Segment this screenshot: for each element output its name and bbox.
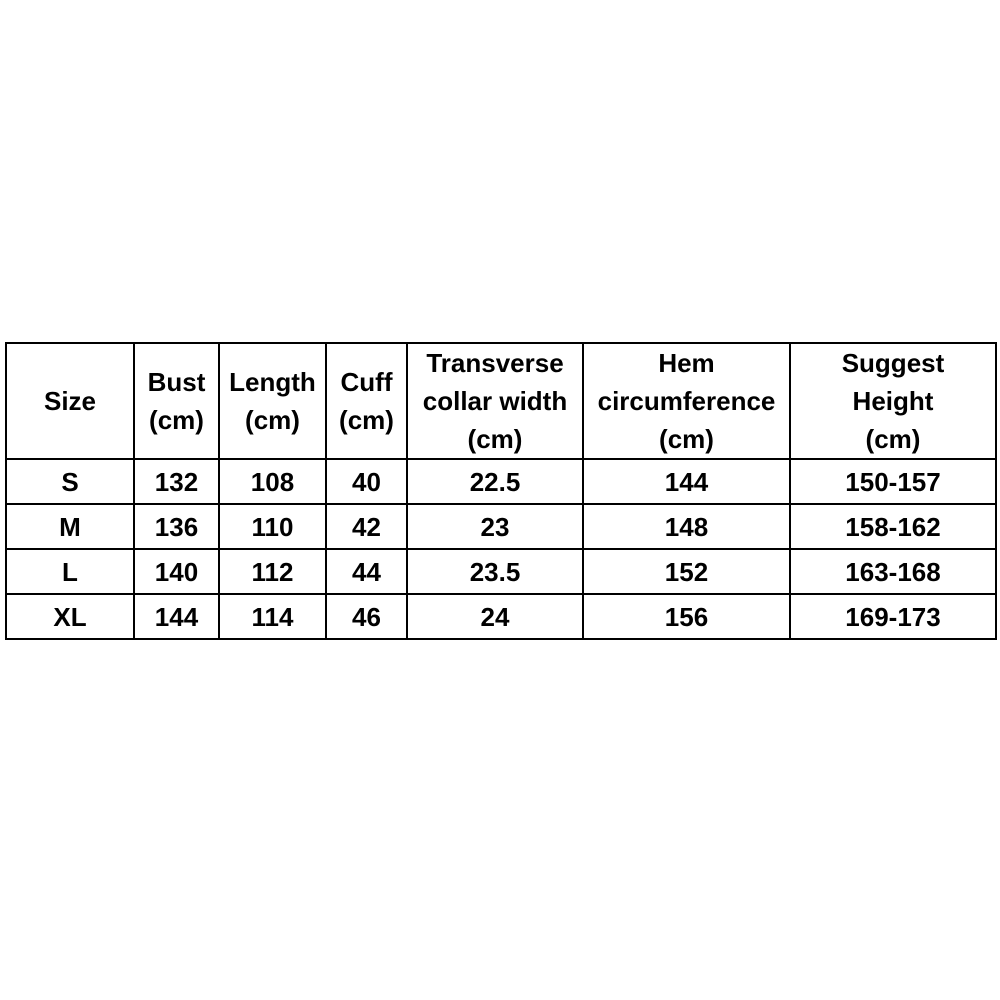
header-cuff-unit: (cm) [339, 405, 394, 435]
cell-suggest-height: 169-173 [790, 594, 996, 639]
cell-collar-width: 23 [407, 504, 583, 549]
table-row [6, 504, 996, 549]
cell-size: S [6, 459, 134, 504]
cell-length: 108 [219, 459, 326, 504]
cell-bust: 132 [134, 459, 219, 504]
header-cuff-label: Cuff [340, 367, 393, 397]
cell-hem-circumference: 148 [583, 504, 790, 549]
cell-cuff: 42 [326, 504, 407, 549]
cell-size: XL [6, 594, 134, 639]
cell-suggest-height: 150-157 [790, 459, 996, 504]
cell-hem-circumference: 144 [583, 459, 790, 504]
header-row [6, 343, 996, 459]
cell-size: M [6, 504, 134, 549]
header-height-unit: (cm) [865, 424, 921, 454]
header-length-unit: (cm) [245, 405, 300, 435]
header-hem-label-2: circumference [597, 386, 776, 416]
cell-length: 110 [219, 504, 326, 549]
cell-size: L [6, 549, 134, 594]
header-size [6, 343, 134, 459]
cell-bust: 144 [134, 594, 219, 639]
cell-cuff: 40 [326, 459, 407, 504]
header-size-label: Size [43, 386, 97, 416]
cell-length: 112 [219, 549, 326, 594]
header-suggest-height [790, 343, 996, 459]
cell-hem-circumference: 152 [583, 549, 790, 594]
header-hem-unit: (cm) [659, 424, 714, 454]
header-cuff [326, 343, 407, 459]
table-row [6, 459, 996, 504]
cell-bust: 136 [134, 504, 219, 549]
cell-cuff: 46 [326, 594, 407, 639]
header-hem-label-1: Hem [658, 348, 715, 378]
header-bust-unit: (cm) [149, 405, 204, 435]
header-collar-width-label-1: Transverse [426, 348, 564, 378]
cell-suggest-height: 158-162 [790, 504, 996, 549]
size-chart-table [5, 342, 997, 640]
cell-cuff: 44 [326, 549, 407, 594]
cell-hem-circumference: 156 [583, 594, 790, 639]
table-row [6, 594, 996, 639]
header-length [219, 343, 326, 459]
cell-suggest-height: 163-168 [790, 549, 996, 594]
cell-collar-width: 22.5 [407, 459, 583, 504]
cell-length: 114 [219, 594, 326, 639]
header-collar-width [407, 343, 583, 459]
table-row [6, 549, 996, 594]
header-hem-circumference [583, 343, 790, 459]
header-collar-width-unit: (cm) [467, 424, 523, 454]
header-collar-width-label-2: collar width [422, 386, 568, 416]
header-bust-label: Bust [147, 367, 206, 397]
header-height-label-1: Suggest [841, 348, 945, 378]
cell-collar-width: 23.5 [407, 549, 583, 594]
cell-collar-width: 24 [407, 594, 583, 639]
header-height-label-2: Height [852, 386, 934, 416]
header-length-label: Length [229, 367, 316, 397]
cell-bust: 140 [134, 549, 219, 594]
header-bust [134, 343, 219, 459]
